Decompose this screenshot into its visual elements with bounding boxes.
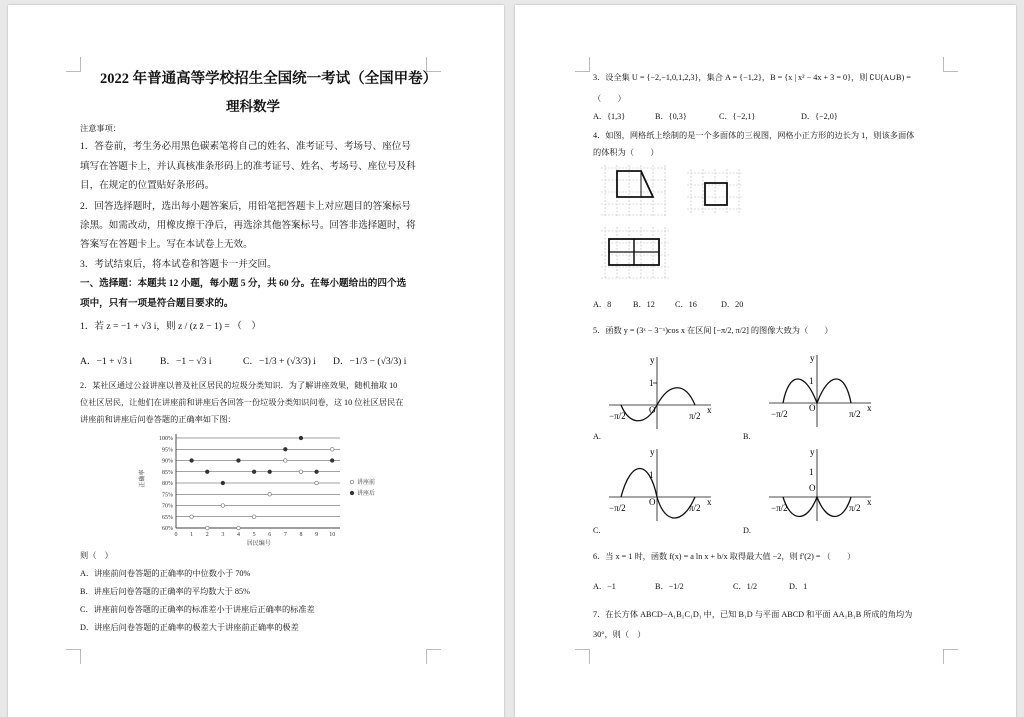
question-6-option-c: C．1/2 <box>733 582 758 591</box>
notice-line: 目，在规定的位置贴好条形码。 <box>80 180 215 191</box>
axis-y-label: y <box>810 447 815 457</box>
graph-d-label: D. <box>743 526 751 535</box>
question-3-option-a: A．{1,3} <box>593 112 626 121</box>
question-6-option-d: D．1 <box>789 582 808 591</box>
data-point <box>237 459 241 463</box>
origin-label: O <box>649 497 656 507</box>
y-tick-label: 85% <box>162 469 173 476</box>
y-tick-label: 95% <box>162 447 173 454</box>
question-2-option-d: D．讲座后问卷答题的正确率的极差大于讲座前正确率的极差 <box>80 623 299 632</box>
x-tick-label: 8 <box>299 532 303 538</box>
data-point <box>284 447 288 451</box>
y-tick-label: 80% <box>162 481 173 487</box>
data-point <box>284 459 288 463</box>
data-point <box>330 459 334 463</box>
graph-c-label: C. <box>593 526 601 535</box>
axis-y-label: y <box>810 353 815 363</box>
notice-line: 1．答卷前，考生务必用黑色碳素笔将自己的姓名、准考证号、考场号、座位号 <box>80 141 411 152</box>
tick-pi-half: π/2 <box>689 503 701 513</box>
question-3-option-d: D．{−2,0} <box>801 112 838 121</box>
graph-option-a <box>605 353 715 433</box>
legend-label: 讲座前 <box>357 479 376 486</box>
data-point <box>330 447 334 451</box>
y-tick-label: 100% <box>159 436 173 442</box>
axis-x-label: x <box>707 497 712 507</box>
data-point <box>299 436 303 440</box>
data-point <box>205 526 209 530</box>
origin-label: O <box>809 483 816 493</box>
data-point <box>315 481 319 485</box>
tick-neg-pi-half: −π/2 <box>771 409 788 419</box>
crop-mark <box>943 57 958 72</box>
question-2-then: 则（ ） <box>80 551 113 560</box>
question-2-stem: 位社区居民，让他们在讲座前和讲座后各回答一份垃圾分类知识问卷，这 10 位社区居民在 <box>80 398 404 407</box>
tick-neg-pi-half: −π/2 <box>609 503 626 513</box>
question-2-option-c: C．讲座前问卷答题的正确率的标准差小于讲座后正确率的标准差 <box>80 605 315 614</box>
axis-y-label: y <box>650 447 655 457</box>
graph-option-b <box>765 351 875 431</box>
question-1-option-a: A．−1 + √3 i <box>80 356 133 367</box>
y-axis-title: 正确率 <box>139 469 146 488</box>
x-tick-label: 7 <box>283 532 287 538</box>
y-tick-label: 60% <box>162 526 173 532</box>
question-4-option-b: B．12 <box>633 300 655 309</box>
question-5-stem: 5．函数 y = (3ˣ − 3⁻ˣ)cos x 在区间 [−π/2, π/2] 的图像大致为（ ） <box>593 326 833 335</box>
exam-page-right <box>515 5 1016 717</box>
x-tick-label: 9 <box>315 532 319 538</box>
notice-line: 3．考试结束后，将本试卷和答题卡一并交回。 <box>80 259 277 270</box>
legend-marker <box>350 491 354 495</box>
x-tick-label: 2 <box>205 532 209 538</box>
crop-mark <box>426 649 441 664</box>
question-1-option-d: D．−1/3 − (√3/3) i <box>333 356 407 367</box>
notice-line: 涂黑。如需改动，用橡皮擦干净后，再选涂其他答案标号。回答非选择题时，将 <box>80 220 416 231</box>
y-tick-label: 65% <box>162 514 173 521</box>
exam-page-left <box>8 5 504 717</box>
tick-pi-half: π/2 <box>849 503 861 513</box>
y-tick-label: 90% <box>162 458 173 465</box>
origin-label: O <box>809 403 816 413</box>
data-point <box>299 470 303 474</box>
graph-option-d <box>765 445 875 525</box>
x-axis-title: 居民编号 <box>246 540 271 547</box>
question-1-stem: 1．若 z = −1 + √3 i，则 z / (z z̄ − 1) = （ ） <box>80 321 261 332</box>
graph-a-label: A. <box>593 432 601 441</box>
front-view-figure <box>599 163 669 218</box>
notice-heading: 注意事项： <box>80 124 121 133</box>
question-3-option-c: C．{−2,1} <box>719 112 756 121</box>
tick-pi-half: π/2 <box>849 409 861 419</box>
tick-neg-pi-half: −π/2 <box>771 503 788 513</box>
accuracy-scatter-chart <box>138 430 408 548</box>
question-3-stem: 3．设全集 U = {−2,−1,0,1,2,3}，集合 A = {−1,2}，B = {x | x² − 4x + 3 = 0}，则 ∁U(A∪B) = <box>593 73 911 82</box>
x-tick-label: 10 <box>329 532 336 538</box>
data-point <box>268 492 272 496</box>
question-2-stem: 2．某社区通过公益讲座以普及社区居民的垃圾分类知识．为了解讲座效果，随机抽取 10 <box>80 381 398 390</box>
notice-line: 填写在答题卡上，并认真核准条形码上的准考证号、姓名、考场号、座位号及科 <box>80 161 416 172</box>
side-view-figure <box>685 167 745 217</box>
tick-one-label: 1 <box>809 467 814 477</box>
x-tick-label: 0 <box>174 532 178 538</box>
data-point <box>221 504 225 508</box>
question-6-option-a: A．−1 <box>593 582 616 591</box>
question-1-option-c: C．−1/3 + (√3/3) i <box>243 356 316 367</box>
axis-y-label: y <box>650 355 655 365</box>
section-heading: 一、选择题：本题共 12 小题，每小题 5 分，共 60 分。在每小题给出的四个选 <box>80 278 407 289</box>
crop-mark <box>66 649 81 664</box>
y-tick-label: 75% <box>162 492 173 499</box>
question-4-option-d: D．20 <box>721 300 744 309</box>
question-6-option-b: B．−1/2 <box>655 582 684 591</box>
data-point <box>315 470 319 474</box>
top-view-figure <box>599 225 671 280</box>
origin-label: O <box>649 405 656 415</box>
legend-label: 讲座后 <box>357 490 376 497</box>
tick-one-label: 1 <box>649 378 654 388</box>
data-point <box>221 481 225 485</box>
exam-title: 2022 年普通高等学校招生全国统一考试（全国甲卷） <box>100 71 438 87</box>
x-tick-label: 4 <box>236 532 240 538</box>
data-point <box>190 515 194 519</box>
axis-x-label: x <box>867 497 872 507</box>
tick-one-label: 1 <box>809 376 814 386</box>
question-2-stem: 讲座前和讲座后问卷答题的正确率如下图： <box>80 415 236 424</box>
data-point <box>237 526 241 530</box>
question-4-option-a: A．8 <box>593 300 612 309</box>
axis-x-label: x <box>867 403 872 413</box>
data-point <box>252 515 256 519</box>
notice-line: 2．回答选择题时，选出每小题答案后，用铅笔把答题卡上对应题目的答案标号 <box>80 201 411 212</box>
tick-one-label: 1 <box>649 470 654 480</box>
legend-marker <box>350 480 354 484</box>
question-6-stem: 6．当 x = 1 时，函数 f(x) = a ln x + b/x 取得最大值 −2，则 f′(2) = （ ） <box>593 552 856 561</box>
data-point <box>205 470 209 474</box>
data-point <box>268 470 272 474</box>
axis-x-label: x <box>707 405 712 415</box>
x-tick-label: 5 <box>252 532 256 538</box>
question-4-stem: 4．如图，网格纸上绘制的是一个多面体的三视图，网格小正方形的边长为 1，则该多面体 <box>593 131 915 140</box>
question-3-blank: （ ） <box>593 94 626 103</box>
crop-mark <box>575 649 590 664</box>
section-heading: 项中，只有一项是符合题目要求的。 <box>80 298 234 309</box>
crop-mark <box>66 57 81 72</box>
crop-mark <box>943 649 958 664</box>
y-tick-label: 70% <box>162 503 173 510</box>
data-point <box>252 470 256 474</box>
crop-mark <box>575 57 590 72</box>
question-7-stem: 7．在长方体 ABCD−A₁B₁C₁D₁ 中，已知 B₁D 与平面 ABCD 和平面 AA₁B₁B 所成的角均为 <box>593 610 913 619</box>
question-7-stem: 30°，则（ ） <box>593 630 646 639</box>
x-tick-label: 1 <box>190 532 194 538</box>
exam-subtitle: 理科数学 <box>226 99 280 114</box>
question-4-stem: 的体积为（ ） <box>593 148 659 157</box>
tick-pi-half: π/2 <box>689 411 701 421</box>
graph-option-c <box>605 445 715 525</box>
question-2-option-b: B．讲座后问卷答题的正确率的平均数大于 85% <box>80 587 250 596</box>
question-4-option-c: C．16 <box>675 300 697 309</box>
question-2-option-a: A．讲座前问卷答题的正确率的中位数小于 70% <box>80 569 251 578</box>
question-3-option-b: B．{0,3} <box>655 112 687 121</box>
x-tick-label: 3 <box>221 532 225 538</box>
x-tick-label: 6 <box>268 532 272 538</box>
question-1-option-b: B．−1 − √3 i <box>160 356 212 367</box>
data-point <box>190 459 194 463</box>
tick-neg-pi-half: −π/2 <box>609 411 626 421</box>
notice-line: 答案写在答题卡上。写在本试卷上无效。 <box>80 239 253 250</box>
graph-b-label: B. <box>743 432 751 441</box>
